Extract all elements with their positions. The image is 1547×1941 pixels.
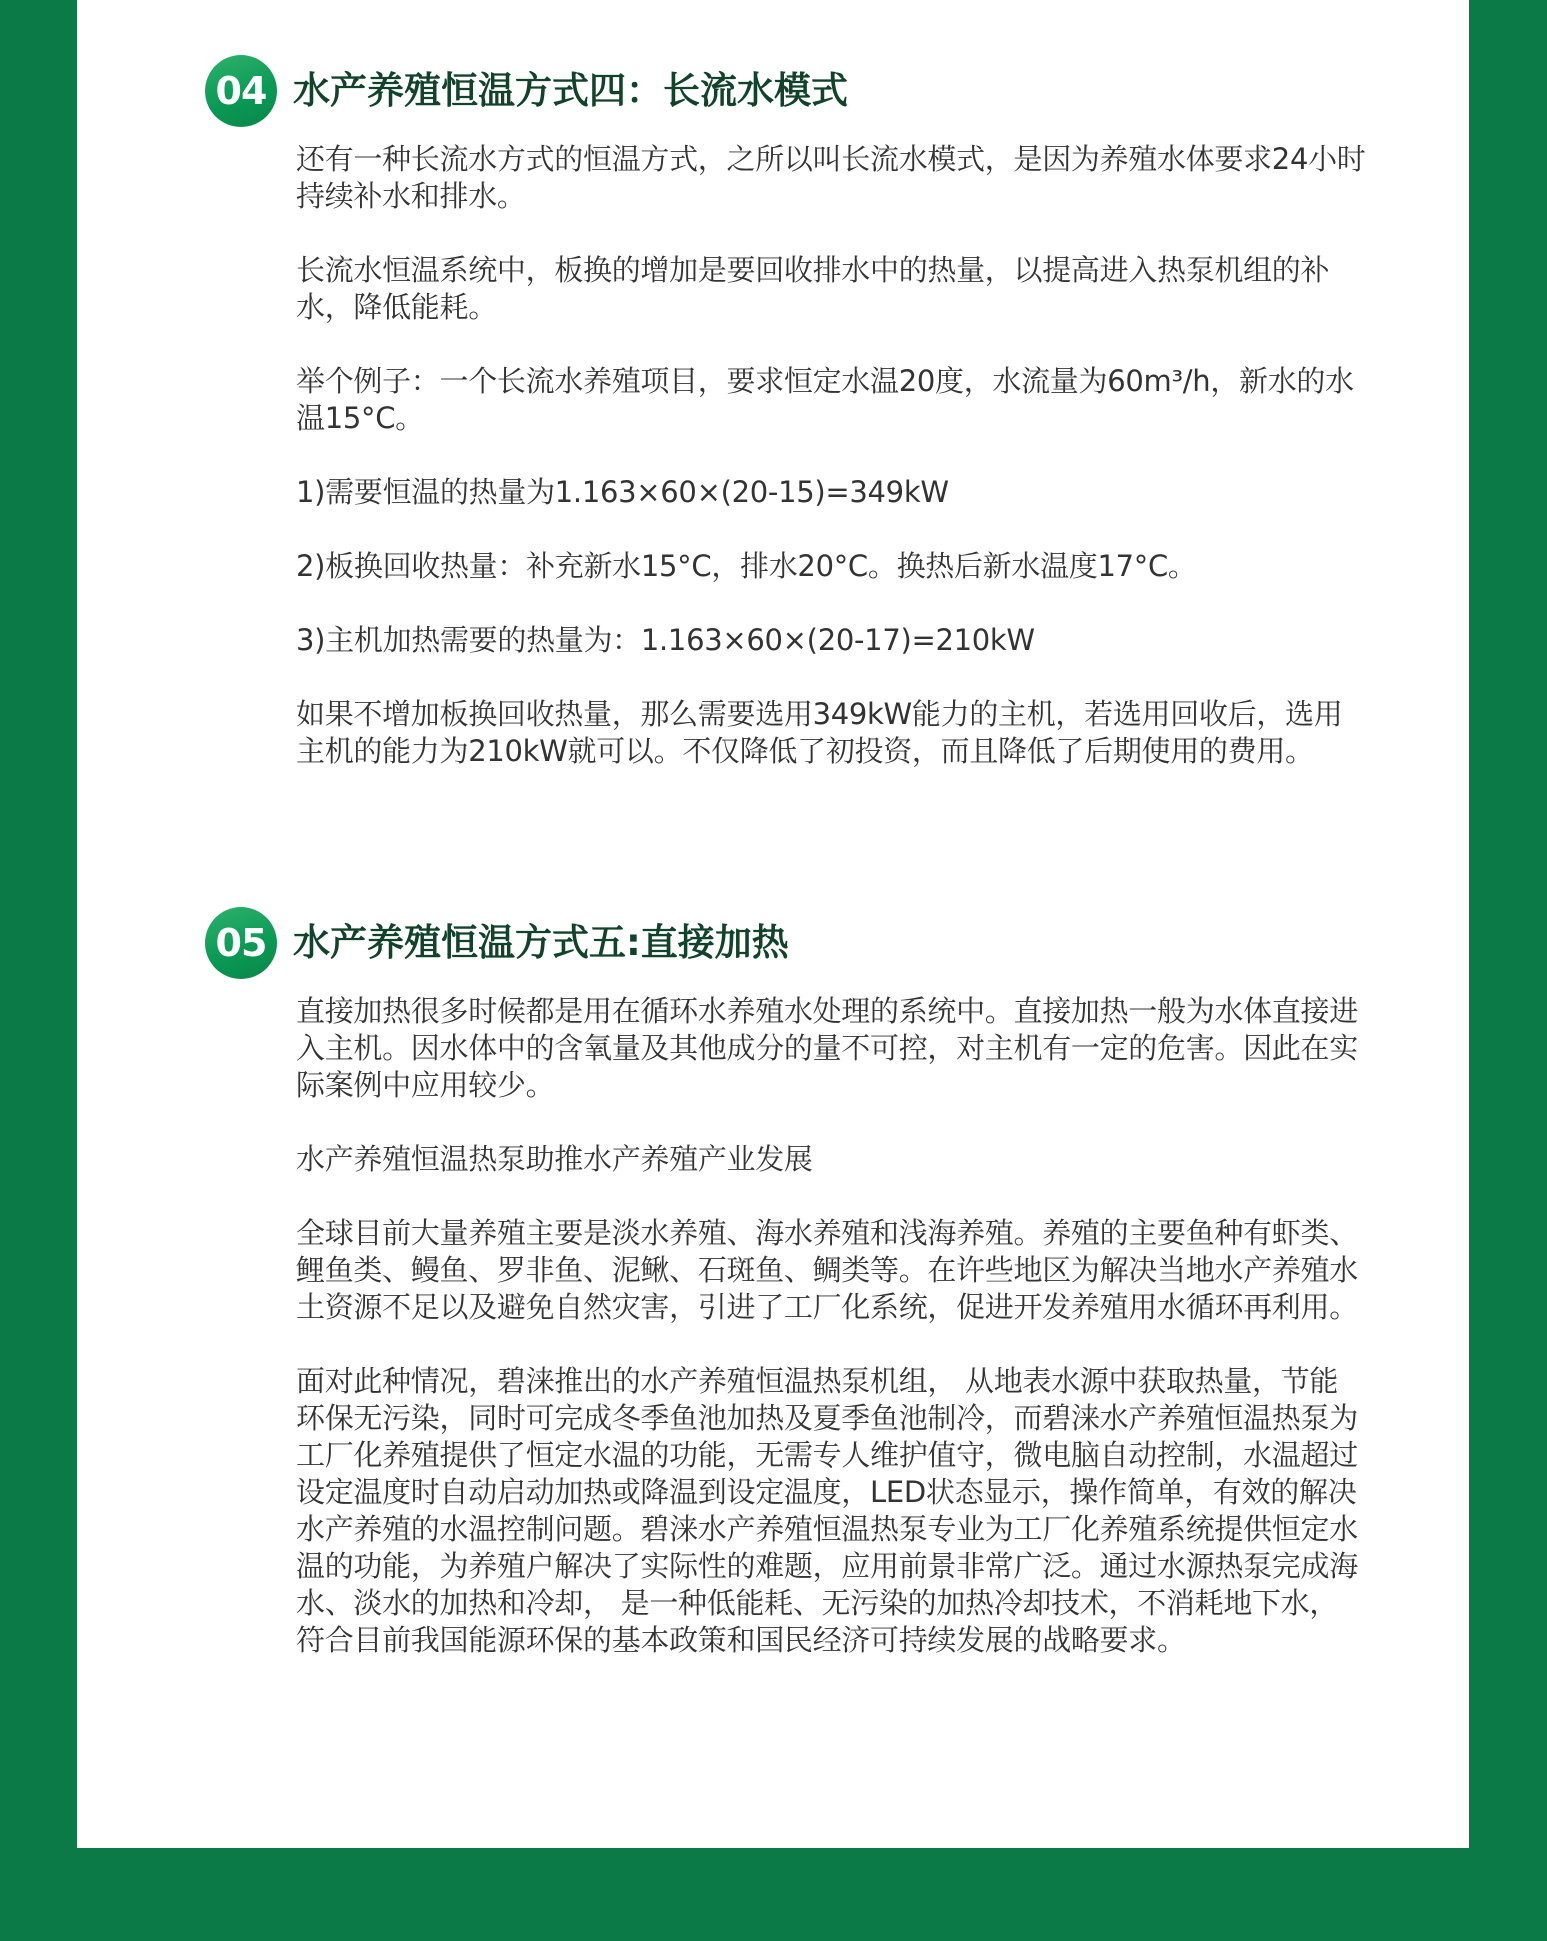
section-04-header xyxy=(77,55,1469,127)
paragraph: 举个例子：一个长流水养殖项目，要求恒定水温20度，水流量为60m³/h，新水的水温15°C。 xyxy=(296,364,1354,435)
section-04 xyxy=(77,55,1469,768)
paragraph: 如果不增加板换回收热量，那么需要选用349kW能力的主机，若选用回收后，选用主机的能力为210kW就可以。不仅降低了初投资，而且降低了后期使用的费用。 xyxy=(296,697,1343,768)
paragraph: 全球目前大量养殖主要是淡水养殖、海水养殖和浅海养殖。养殖的主要鱼种有虾类、鲤鱼类、鳗鱼、罗非鱼、泥鳅、石斑鱼、鲷类等。在许些地区为解决当地水产养殖水土资源不足以及避免自然灾害，引进了工厂化系统，促进开发养殖用水循环再利用。 xyxy=(296,1216,1358,1324)
section-number-badge: 04 xyxy=(205,55,277,127)
section-05-header xyxy=(77,907,1469,979)
section-title: 水产养殖恒温方式四：长流水模式 xyxy=(293,69,848,112)
section-05-body xyxy=(296,993,1366,1696)
paragraph: 1)需要恒温的热量为1.163×60×(20-15)=349kW xyxy=(296,475,949,509)
section-number-badge: 05 xyxy=(205,907,277,979)
section-05 xyxy=(77,907,1469,1657)
paragraph: 还有一种长流水方式的恒温方式，之所以叫长流水模式，是因为养殖水体要求24小时持续补水和排水。 xyxy=(296,142,1366,213)
paragraph: 水产养殖恒温热泵助推水产养殖产业发展 xyxy=(296,1142,813,1176)
paragraph: 直接加热很多时候都是用在循环水养殖水处理的系统中。直接加热一般为水体直接进入主机。因水体中的含氧量及其他成分的量不可控，对主机有一定的危害。因此在实际案例中应用较少。 xyxy=(296,994,1358,1102)
paragraph: 2)板换回收热量：补充新水15°C，排水20°C。换热后新水温度17°C。 xyxy=(296,549,1197,583)
section-04-body xyxy=(296,141,1366,807)
section-title: 水产养殖恒温方式五:直接加热 xyxy=(293,921,789,964)
content-card xyxy=(77,0,1469,1848)
paragraph: 长流水恒温系统中，板换的增加是要回收排水中的热量，以提高进入热泵机组的补水，降低能耗。 xyxy=(296,253,1330,324)
paragraph: 3)主机加热需要的热量为：1.163×60×(20-17)=210kW xyxy=(296,623,1035,657)
paragraph: 面对此种情况，碧涞推出的水产养殖恒温热泵机组， 从地表水源中获取热量，节能环保无污染，同时可完成冬季鱼池加热及夏季鱼池制冷，而碧涞水产养殖恒温热泵为工厂化养殖提供了恒定水温的功能，无需专人维护值守，微电脑自动控制，水温超过设定温度时自动启动加热或降温到设定温度，LED状态显示，操作简单，有效的解决水产养殖的水温控制问题。碧涞水产养殖恒温热泵专业为工厂化养殖系统提供恒定水温的功能，为养殖户解决了实际性的难题，应用前景非常广泛。通过水源热泵完成海水、淡水的加热和冷却， 是一种低能耗、无污染的加热冷却技术，不消耗地下水，符合目前我国能源环保的基本政策和国民经济可持续发展的战略要求。 xyxy=(296,1364,1358,1657)
